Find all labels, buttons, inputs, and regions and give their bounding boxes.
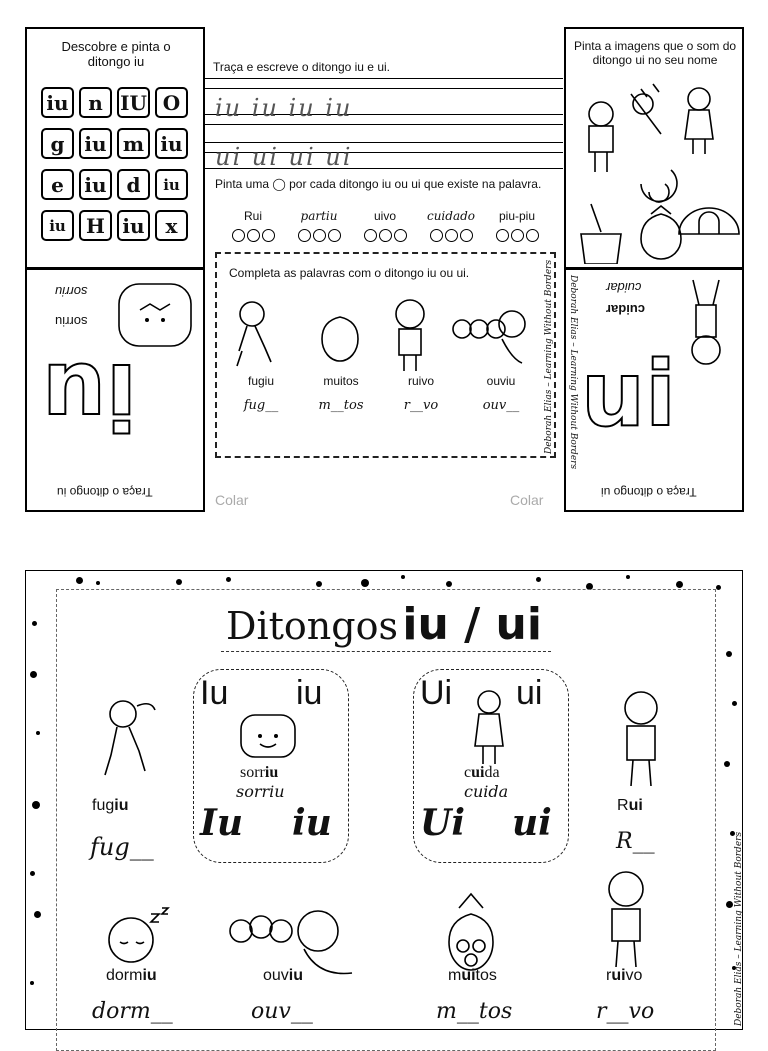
word-rui: Rui xyxy=(617,797,643,814)
complete-blank[interactable]: r__vo xyxy=(403,398,439,413)
letter-tile[interactable]: iu xyxy=(155,128,188,159)
left-flap xyxy=(25,268,205,512)
blank-rui: R__ xyxy=(616,829,655,854)
word-muitos: muitos xyxy=(448,967,497,984)
boy-icon xyxy=(589,102,613,172)
credit-vertical: Deborah Elias – Learning Without Borders xyxy=(544,259,554,454)
trace-ui-row: ui ui ui ui xyxy=(215,143,353,171)
ui-script-word: cuida xyxy=(464,782,509,801)
paint-images-title: Pinta a imagens que o som do ditongo ui no seu nome xyxy=(573,39,737,67)
complete-pictures xyxy=(227,289,527,374)
letter-tile[interactable]: iu xyxy=(117,210,150,241)
complete-blank[interactable]: ouv__ xyxy=(482,398,520,413)
colar-right-label: Colar xyxy=(510,492,544,508)
trace-iu-row: iu iu iu iu xyxy=(215,94,353,122)
blank-dormiu: dorm__ xyxy=(92,999,173,1024)
decoration-dot xyxy=(626,575,630,579)
decoration-dot xyxy=(34,911,41,918)
decoration-dot xyxy=(724,761,730,767)
complete-instruction: Completa as palavras com o ditongo iu ou ui. xyxy=(229,266,470,280)
fork-icon xyxy=(631,84,661,134)
running-girl-icon xyxy=(237,302,271,366)
letter-tile[interactable]: iu xyxy=(41,87,74,118)
decoration-dot xyxy=(732,701,737,706)
blank-ruivo: r__vo xyxy=(596,999,655,1024)
letter-tile[interactable]: m xyxy=(117,128,150,159)
count-word: piu-piu xyxy=(487,209,547,247)
ui-word: cuida xyxy=(464,764,500,781)
iu-word: sorriu xyxy=(240,764,279,781)
curly-boy-icon xyxy=(396,300,424,371)
poster-title: Ditongos iu / ui xyxy=(226,599,542,650)
hanging-boy-icon xyxy=(671,275,741,370)
right-flap-big-letters: ui xyxy=(581,342,676,447)
ui-cursive-upper: Ui xyxy=(420,802,466,844)
decoration-dot xyxy=(32,801,40,809)
curly-boy-icon xyxy=(596,869,656,974)
letter-tile[interactable]: IU xyxy=(117,87,150,118)
iu-cursive-upper: Iu xyxy=(200,802,244,844)
count-circles[interactable] xyxy=(289,229,349,247)
blank-fugiu: fug__ xyxy=(90,833,154,861)
left-flap-word-bottom: sorriu xyxy=(55,314,88,329)
decoration-dot xyxy=(726,901,733,908)
listening-girl-icon xyxy=(226,901,356,976)
letter-tile[interactable]: d xyxy=(117,169,150,200)
count-circles[interactable] xyxy=(223,229,283,247)
igloo-icon xyxy=(679,208,739,234)
complete-word: muitos xyxy=(323,374,359,388)
smiling-face-icon xyxy=(115,280,195,350)
find-diphthong-box xyxy=(25,27,205,269)
magnet-icon xyxy=(641,170,677,202)
title-underline xyxy=(221,651,551,652)
iu-lower: iu xyxy=(296,674,323,712)
find-diphthong-title: Descobre e pinta o ditongo iu xyxy=(61,39,171,69)
count-circles[interactable] xyxy=(487,229,547,247)
letter-tile[interactable]: n xyxy=(79,87,112,118)
decoration-dot xyxy=(30,671,37,678)
word-dormiu: dormiu xyxy=(106,967,157,984)
decoration-dot xyxy=(32,621,37,626)
sleeping-boy-icon xyxy=(96,906,176,966)
decoration-dot xyxy=(36,731,40,735)
count-word: Rui xyxy=(223,209,283,247)
word-ouviu: ouviu xyxy=(263,967,304,984)
left-flap-big-letters: iu xyxy=(42,343,137,448)
blank-ouviu: ouv__ xyxy=(251,999,313,1024)
listening-girl-icon xyxy=(453,311,525,363)
right-flap-word-top: cuidar xyxy=(606,280,642,295)
running-girl-icon xyxy=(91,696,161,786)
decoration-dot xyxy=(30,871,35,876)
decoration-dot xyxy=(76,577,83,584)
iu-upper: Iu xyxy=(200,674,229,712)
right-flap-instruction: Traça o ditongo ui xyxy=(601,485,697,499)
decoration-dot xyxy=(676,581,683,588)
ui-pictures xyxy=(571,74,741,264)
letter-tile[interactable]: g xyxy=(41,128,74,159)
complete-word: ouviu xyxy=(486,374,516,388)
decoration-dot xyxy=(536,577,541,582)
count-word: uivo xyxy=(355,209,415,247)
count-word: cuidado xyxy=(421,209,481,247)
ui-upper: Ui xyxy=(420,674,453,712)
word-ruivo: ruivo xyxy=(606,967,643,984)
count-circles[interactable] xyxy=(355,229,415,247)
yogurt-icon xyxy=(581,204,621,264)
ui-lower: ui xyxy=(516,674,543,712)
trace-title: Traça e escreve o ditongo iu e ui. xyxy=(213,60,390,74)
complete-blank[interactable]: fug__ xyxy=(243,398,279,413)
count-circles[interactable] xyxy=(421,229,481,247)
complete-word: ruivo xyxy=(407,374,434,388)
iu-cursive-lower: iu xyxy=(292,802,332,844)
paint-images-box xyxy=(564,27,744,269)
colar-left-label: Colar xyxy=(215,492,249,508)
letter-tile[interactable]: iu xyxy=(41,210,74,241)
poster-credit: Deborah Elias – Learning Without Borders xyxy=(734,831,744,1026)
decoration-dot xyxy=(30,981,34,985)
letter-tile[interactable]: iu xyxy=(79,169,112,200)
iu-script-word: sorriu xyxy=(236,782,285,801)
poster xyxy=(25,570,743,1030)
letter-tile[interactable]: iu xyxy=(155,169,188,200)
right-flap-word-bottom: cuidar xyxy=(606,302,646,317)
count-instruction: Pinta uma ◯ por cada ditongo iu ou ui que existe na palavra. xyxy=(215,177,542,191)
left-flap-instruction: Traça o ditongo iu xyxy=(57,485,153,499)
complete-word: fugiu xyxy=(247,374,275,388)
blank-muitos: m__tos xyxy=(436,999,513,1024)
count-section xyxy=(205,173,563,253)
ui-card xyxy=(413,669,569,863)
girl-icon xyxy=(685,88,713,154)
count-word: partiu xyxy=(289,209,349,247)
decoration-dot xyxy=(446,581,452,587)
trace-section xyxy=(205,50,563,175)
letter-tile[interactable]: e xyxy=(41,169,74,200)
girl-icon xyxy=(466,688,512,768)
letter-tile[interactable]: x xyxy=(155,210,188,241)
letter-tile[interactable]: iu xyxy=(79,128,112,159)
decoration-dot xyxy=(361,579,369,587)
decoration-dot xyxy=(726,651,732,657)
decoration-dot xyxy=(401,575,405,579)
ui-cursive-lower: ui xyxy=(512,802,552,844)
decoration-dot xyxy=(176,579,182,585)
word-fugiu: fugiu xyxy=(92,797,129,814)
credit-vertical-right: Deborah Elias – Learning Without Borders xyxy=(568,275,578,470)
right-flap xyxy=(564,268,744,512)
left-flap-word-top: sorriu xyxy=(55,284,88,299)
iu-card xyxy=(193,669,349,863)
candy-bag-icon xyxy=(322,317,358,361)
candy-bag-icon xyxy=(441,886,501,976)
letter-tile[interactable]: H xyxy=(79,210,112,241)
decoration-dot xyxy=(316,581,322,587)
complete-words-box xyxy=(215,252,556,458)
decoration-dot xyxy=(96,581,100,585)
candy-bag-icon xyxy=(641,206,681,259)
letter-tile[interactable]: O xyxy=(155,87,188,118)
smiling-face-icon xyxy=(238,712,298,760)
decoration-dot xyxy=(226,577,231,582)
complete-blank[interactable]: m__tos xyxy=(318,398,364,413)
boy-icon xyxy=(611,686,671,796)
decoration-dot xyxy=(716,585,721,590)
